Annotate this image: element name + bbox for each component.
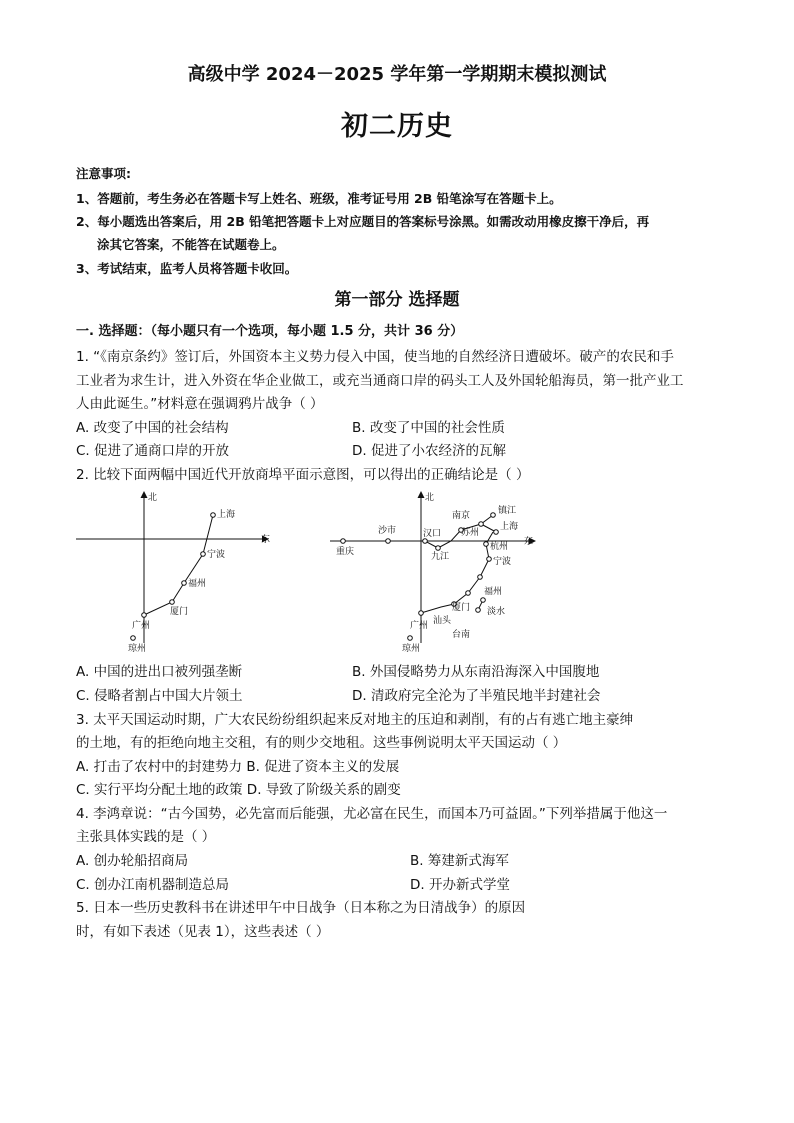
exam-title: 高级中学 2024－2025 学年第一学期期末模拟测试 xyxy=(187,64,607,85)
map2-city-label: 福州 xyxy=(484,587,503,597)
map2-city-dot xyxy=(494,530,499,535)
map1-city-dot xyxy=(131,636,136,641)
map2-city-dot xyxy=(484,542,489,547)
map2-city-dot xyxy=(478,575,483,580)
map2-city-dot xyxy=(479,522,484,527)
q4-option-d: D. 开办新式学堂 xyxy=(410,877,510,893)
map1-city-label: 宁波 xyxy=(207,550,226,560)
note-item: 2、每小题选出答案后，用 2B 铅笔把答题卡上对应题目的答案标号涂黑。如需改动用橡皮擦干净后，再 xyxy=(76,214,650,229)
map2-city-dot xyxy=(423,539,428,544)
q2-option-d: D. 清政府完全沦为了半殖民地半封建社会 xyxy=(352,688,601,704)
q4-option-b: B. 筹建新式海军 xyxy=(410,853,509,869)
map1-city-dot xyxy=(170,600,175,605)
note-item: 涂其它答案，不能答在试题卷上。 xyxy=(97,237,285,252)
q2-option-a: A. 中国的进出口被列强垄断 xyxy=(76,664,243,680)
map2-city-label: 汉口 xyxy=(423,529,442,539)
map1-city-label: 琼州 xyxy=(128,644,147,654)
map2-city-dot xyxy=(487,557,492,562)
map2-city-label: 镇江 xyxy=(498,506,517,516)
map1-city-dot xyxy=(201,552,206,557)
map2-city-label: 苏州 xyxy=(461,528,480,538)
map2-city-label: 台南 xyxy=(452,630,471,640)
q4-option-a: A. 创办轮船招商局 xyxy=(76,853,189,869)
map2-city-dot xyxy=(466,591,471,596)
q4-line: 主张具体实践的是（ ） xyxy=(76,829,216,845)
q4-line: 4. 李鸿章说：“古今国势，必先富而后能强，尤必富在民生，而国本乃可益固。”下列举措属于他这一 xyxy=(76,806,668,822)
map2-north-label: 北 xyxy=(425,493,435,503)
section-title: 第一部分 选择题 xyxy=(334,290,460,310)
map2-city-label: 上海 xyxy=(500,522,519,532)
q2-stem: 2. 比较下面两幅中国近代开放商埠平面示意图，可以得出的正确结论是（ ） xyxy=(76,467,530,483)
map2-city-label: 南京 xyxy=(452,511,471,521)
q3-options-ab: A. 打击了农村中的封建势力 B. 促进了资本主义的发展 xyxy=(76,759,400,775)
q5-line: 5. 日本一些历史教科书在讲述甲午中日战争（日本称之为日清战争）的原因 xyxy=(76,900,526,916)
q1-option-d: D. 促进了小农经济的瓦解 xyxy=(352,443,506,459)
map1-city-label: 广州 xyxy=(132,621,151,631)
map2-city-label: 淡水 xyxy=(487,607,506,617)
map1-city-dot xyxy=(142,613,147,618)
section-instruction: 一. 选择题：（每小题只有一个选项，每小题 1.5 分，共计 36 分） xyxy=(76,324,464,339)
map1-city-label: 福州 xyxy=(188,579,207,589)
q3-line: 3. 太平天国运动时期，广大农民纷纷组织起来反对地主的压迫和剥削，有的占有逃亡地主豪绅 xyxy=(76,712,634,728)
map2-city-label: 广州 xyxy=(410,621,429,631)
map1-city-dot xyxy=(211,513,216,518)
map1-city-label: 上海 xyxy=(217,510,236,520)
note-item: 3、考试结束，监考人员将答题卡收回。 xyxy=(76,261,298,276)
map2-city-label: 厦门 xyxy=(452,603,471,613)
map2-city-dot xyxy=(481,598,486,603)
map2-city-label: 杭州 xyxy=(490,542,509,552)
map2-city-dot xyxy=(436,546,441,551)
map2-city-dot xyxy=(341,539,346,544)
map2-city-label: 宁波 xyxy=(493,557,512,567)
q3-options-cd: C. 实行平均分配土地的政策 D. 导致了阶级关系的剧变 xyxy=(76,782,401,798)
map2-city-dot xyxy=(491,513,496,518)
map2-city-dot xyxy=(419,611,424,616)
map1-city-label: 厦门 xyxy=(170,607,189,617)
map1-city-dot xyxy=(182,581,187,586)
map1-north-label: 北 xyxy=(148,493,158,503)
q2-option-b: B. 外国侵略势力从东南沿海深入中国腹地 xyxy=(352,664,600,680)
map2-east-label: 东 xyxy=(524,537,534,547)
port-map-1 xyxy=(76,488,276,658)
note-item: 1、答题前，考生务必在答题卡写上姓名、班级，准考证号用 2B 铅笔涂写在答题卡上。 xyxy=(76,191,562,206)
q5-line: 时，有如下表述（见表 1），这些表述（ ） xyxy=(76,924,330,940)
map2-city-dot xyxy=(408,636,413,641)
map2-city-label: 重庆 xyxy=(336,547,355,557)
q4-option-c: C. 创办江南机器制造总局 xyxy=(76,877,230,893)
exam-subject: 初二历史 xyxy=(341,111,453,142)
map1-east-label: 东 xyxy=(261,535,271,545)
q1-option-a: A. 改变了中国的社会结构 xyxy=(76,420,229,436)
map2-city-label: 琼州 xyxy=(402,644,421,654)
map2-city-dot xyxy=(476,608,481,613)
q2-option-c: C. 侵略者割占中国大片领土 xyxy=(76,688,243,704)
q1-line: 1. “《南京条约》签订后，外国资本主义势力侵入中国，使当地的自然经济日遭破坏。破产的农民和手 xyxy=(76,349,674,365)
map2-city-label: 沙市 xyxy=(378,526,397,536)
q1-option-c: C. 促进了通商口岸的开放 xyxy=(76,443,230,459)
map2-city-label: 九江 xyxy=(431,552,450,562)
map2-city-label: 汕头 xyxy=(433,616,452,626)
q1-line: 人由此诞生。”材料意在强调鸦片战争（ ） xyxy=(76,396,324,412)
port-map-2 xyxy=(330,488,540,658)
map2-city-dot xyxy=(386,539,391,544)
q1-option-b: B. 改变了中国的社会性质 xyxy=(352,420,505,436)
notes-heading: 注意事项: xyxy=(76,166,131,181)
q1-line: 工业者为求生计，进入外资在华企业做工，或充当通商口岸的码头工人及外国轮船海员，第一批产业工 xyxy=(76,373,684,389)
q3-line: 的土地，有的拒绝向地主交租，有的则少交地租。这些事例说明太平天国运动（ ） xyxy=(76,735,567,751)
